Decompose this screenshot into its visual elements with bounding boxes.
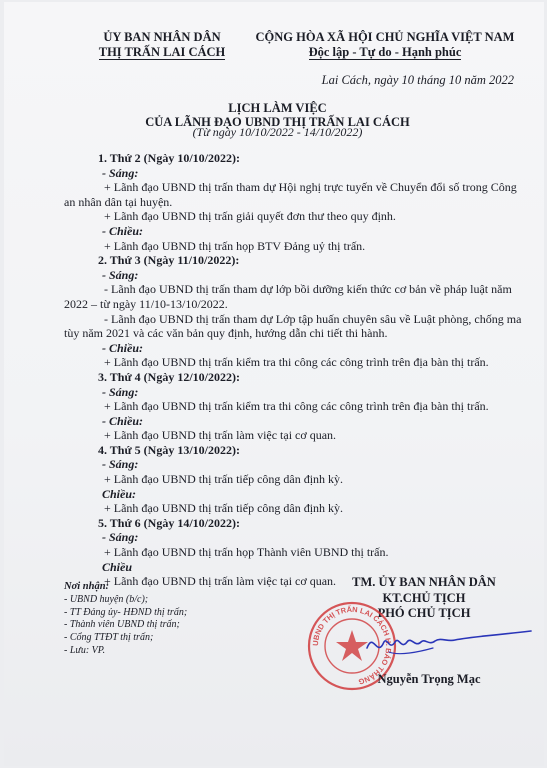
schedule-body	[64, 151, 524, 589]
day-heading: 5. Thứ 6 (Ngày 14/10/2022):	[98, 515, 240, 530]
place-date-line: Lai Cách, ngày 10 tháng 10 năm 2022	[321, 73, 514, 87]
schedule-item: + Lãnh đạo UBND thị trấn kiểm tra thi công các công trình trên địa bàn thị trấn.	[104, 399, 489, 414]
schedule-item: + Lãnh đạo UBND thị trấn tham dự Hội nghị trực tuyến về Chuyển đổi số trong Công an nhân dân tại huyện.	[64, 180, 517, 209]
authority-line-2: THỊ TRẤN LAI CÁCH	[98, 45, 226, 59]
issuing-authority	[82, 30, 242, 60]
schedule-item: + Lãnh đạo UBND thị trấn làm việc tại cơ quan.	[104, 428, 337, 443]
date-range: (Từ ngày 10/10/2022 - 14/10/2022)	[192, 125, 363, 139]
recipient-item: - UBND huyện (b/c);	[64, 593, 149, 605]
day-heading: 3. Thứ 4 (Ngày 12/10/2022):	[98, 369, 240, 384]
session-label: - Sáng:	[102, 457, 139, 472]
schedule-item: + Lãnh đạo UBND thị trấn họp Thành viên UBND thị trấn.	[104, 545, 389, 560]
schedule-item: + Lãnh đạo UBND thị trấn họp BTV Đảng uỷ thị trấn.	[104, 238, 366, 253]
signature-line-3: PHÓ CHỦ TỊCH	[377, 606, 471, 620]
schedule-item: + Lãnh đạo UBND thị trấn tiếp công dân định kỳ.	[104, 472, 344, 487]
seal-ring-text: UBND THỊ TRẤN LAI CÁCH H. BẢO THẮNG	[310, 604, 394, 687]
recipient-item: - Cổng TTĐT thị trấn;	[64, 632, 154, 644]
signature-line-1: TM. ỦY BAN NHÂN DÂN	[352, 575, 496, 589]
recipient-item: - Lưu: VP.	[64, 644, 106, 656]
authority-line-1: ỦY BAN NHÂN DÂN	[103, 30, 221, 44]
schedule-item: + Lãnh đạo UBND thị trấn kiểm tra thi công các công trình trên địa bàn thị trấn.	[104, 355, 489, 370]
signature-line-2: KT.CHỦ TỊCH	[382, 590, 466, 605]
recipient-item: - Thành viên UBND thị trấn;	[64, 619, 180, 631]
day-heading: 4. Thứ 5 (Ngày 13/10/2022):	[98, 442, 240, 457]
day-heading: 2. Thứ 3 (Ngày 11/10/2022):	[98, 253, 240, 268]
session-label: - Chiều:	[102, 413, 144, 428]
session-label: Chiều	[102, 559, 133, 574]
session-label: Chiều:	[102, 486, 137, 501]
recipients-block	[64, 581, 254, 658]
schedule-item: + Lãnh đạo UBND thị trấn giải quyết đơn thư theo quy định.	[104, 209, 396, 224]
nation-line-2: Độc lập - Tự do - Hạnh phúc	[308, 45, 462, 59]
session-label: - Sáng:	[102, 267, 139, 282]
day-heading: 1. Thứ 2 (Ngày 10/10/2022):	[98, 151, 240, 165]
schedule-item: - Lãnh đạo UBND thị trấn tham dự lớp bồi dưỡng kiến thức cơ bản về pháp luật năm 2022 – từ ngày 11/10-13/10/2022.	[64, 282, 512, 311]
nation-line-1: CỘNG HÒA XÃ HỘI CHỦ NGHĨA VIỆT NAM	[255, 30, 515, 44]
recipient-item: - TT Đảng ủy- HĐND thị trấn;	[64, 606, 188, 618]
schedule-item: + Lãnh đạo UBND thị trấn làm việc tại cơ quan.	[104, 574, 337, 589]
signer-name: Nguyễn Trọng Mạc	[377, 672, 481, 686]
national-motto	[250, 30, 520, 60]
handwritten-signature	[359, 622, 534, 662]
session-label: - Chiều:	[102, 223, 144, 238]
title-line-1: LỊCH LÀM VIỆC	[228, 101, 327, 115]
session-label: - Sáng:	[102, 530, 139, 545]
session-label: - Chiều:	[102, 340, 144, 355]
document-page	[4, 2, 544, 766]
schedule-item: - Lãnh đạo UBND thị trấn tham dự Lớp tập huấn chuyên sâu về Luật phòng, chống ma tùy năm 2021 và các văn bản quy định, hướng dẫn chi tiết thi hành.	[64, 311, 522, 341]
session-label: - Sáng:	[102, 384, 139, 399]
recipients-heading: Nơi nhận:	[64, 581, 110, 592]
schedule-item: + Lãnh đạo UBND thị trấn tiếp công dân định kỳ.	[104, 501, 344, 516]
session-label: - Sáng:	[102, 165, 139, 180]
title-line-2: CỦA LÃNH ĐẠO UBND THỊ TRẤN LAI CÁCH	[145, 115, 410, 129]
